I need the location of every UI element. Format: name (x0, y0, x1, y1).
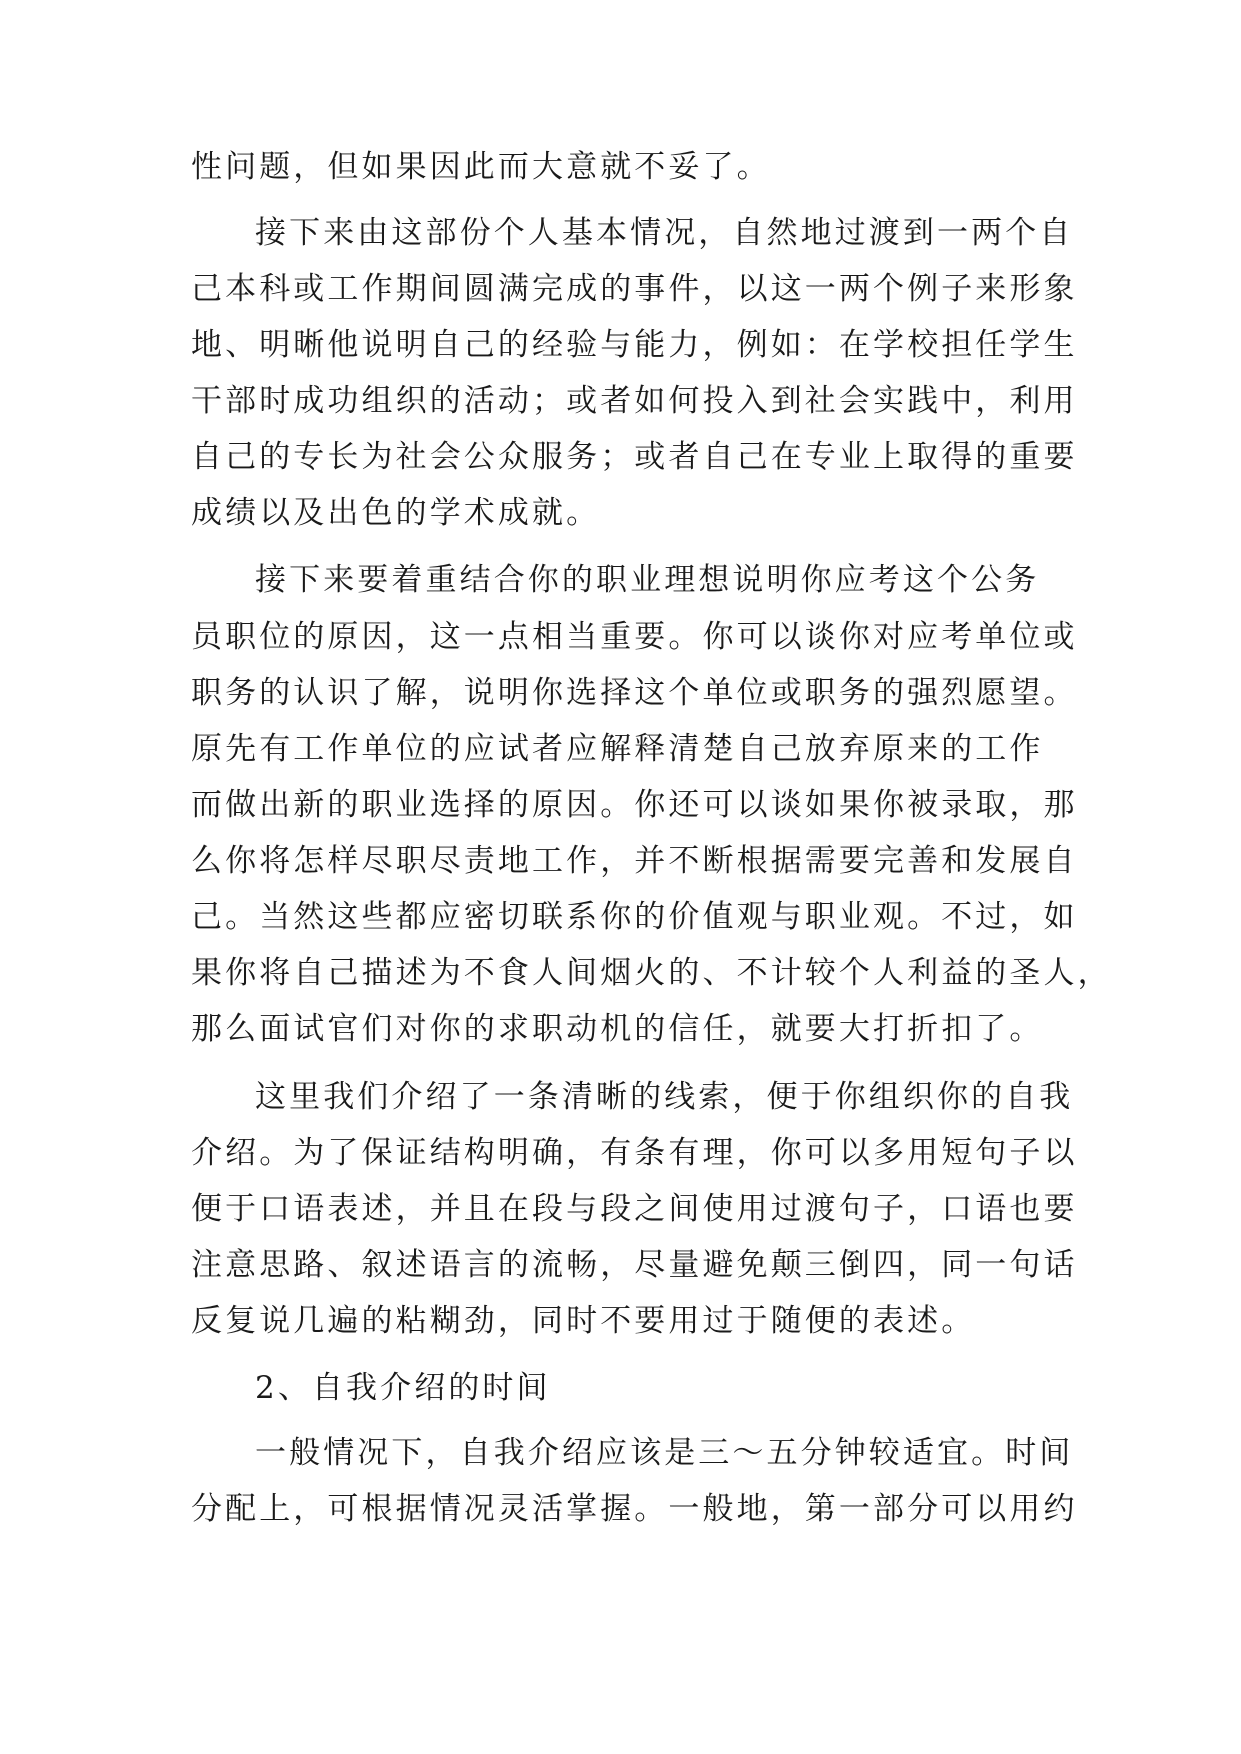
paragraph-4-line-3: 便于口语表述，并且在段与段之间使用过渡句子，口语也要 (191, 1191, 1078, 1227)
paragraph-4-line-2: 介绍。为了保证结构明确，有条有理，你可以多用短句子以 (191, 1135, 1078, 1171)
paragraph-3-line-3: 职务的认识了解，说明你选择这个单位或职务的强烈愿望。 (191, 675, 1078, 711)
paragraph-5-line-1: 一般情况下，自我介绍应该是三～五分钟较适宜。时间 (255, 1435, 1074, 1471)
paragraph-4-line-1: 这里我们介绍了一条清晰的线索，便于你组织你的自我 (255, 1079, 1074, 1115)
paragraph-2-line-5: 自己的专长为社会公众服务；或者自己在专业上取得的重要 (191, 439, 1078, 475)
paragraph-2-line-4: 干部时成功组织的活动；或者如何投入到社会实践中，利用 (191, 383, 1078, 419)
paragraph-5-line-2: 分配上，可根据情况灵活掌握。一般地，第一部分可以用约 (191, 1491, 1078, 1527)
paragraph-3-line-7: 己。当然这些都应密切联系你的价值观与职业观。不过，如 (191, 899, 1078, 935)
paragraph-3-line-1: 接下来要着重结合你的职业理想说明你应考这个公务 (255, 562, 1040, 598)
paragraph-3-line-8: 果你将自己描述为不食人间烟火的、不计较个人利益的圣人， (191, 955, 1112, 991)
paragraph-4-line-5: 反复说几遍的粘糊劲，同时不要用过于随便的表述。 (191, 1303, 976, 1339)
paragraph-1-line-1: 性问题，但如果因此而大意就不妥了。 (191, 149, 771, 185)
paragraph-3-line-4: 原先有工作单位的应试者应解释清楚自己放弃原来的工作 (191, 731, 1044, 767)
section-heading: 2、自我介绍的时间 (255, 1370, 551, 1406)
paragraph-4-line-4: 注意思路、叙述语言的流畅，尽量避免颠三倒四，同一句话 (191, 1247, 1078, 1283)
paragraph-3-line-6: 么你将怎样尽职尽责地工作，并不断根据需要完善和发展自 (191, 843, 1078, 879)
paragraph-3-line-5: 而做出新的职业选择的原因。你还可以谈如果你被录取，那 (191, 787, 1078, 823)
paragraph-3-line-2: 员职位的原因，这一点相当重要。你可以谈你对应考单位或 (191, 619, 1078, 655)
paragraph-2-line-2: 己本科或工作期间圆满完成的事件，以这一两个例子来形象 (191, 271, 1078, 307)
paragraph-2-line-6: 成绩以及出色的学术成就。 (191, 495, 601, 531)
paragraph-2-line-1: 接下来由这部份个人基本情况，自然地过渡到一两个自 (255, 215, 1074, 251)
paragraph-2-line-3: 地、明晰他说明自己的经验与能力，例如：在学校担任学生 (191, 327, 1078, 363)
paragraph-3-line-9: 那么面试官们对你的求职动机的信任，就要大打折扣了。 (191, 1011, 1044, 1047)
